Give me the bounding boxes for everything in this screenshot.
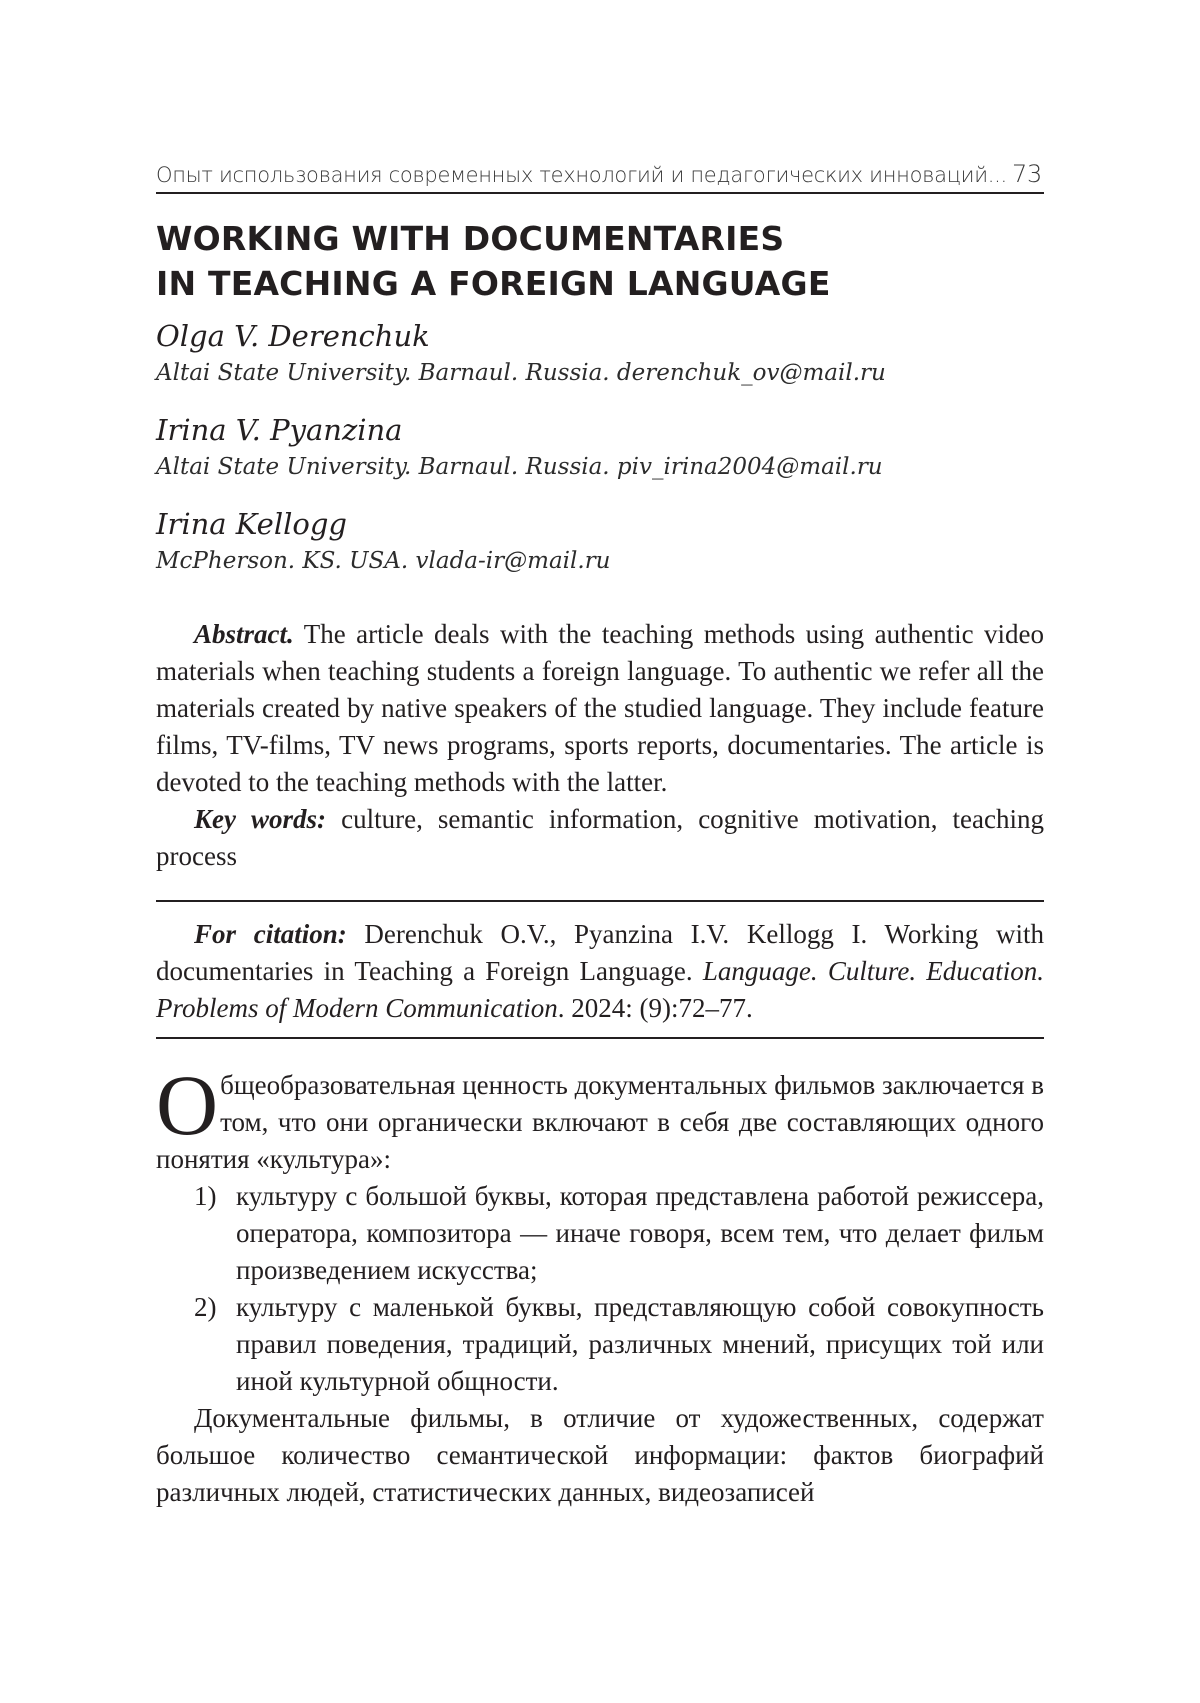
author-affiliation: Altai State University. Barnaul. Russia. piv_irina2004@mail.ru xyxy=(156,454,883,480)
list-item xyxy=(156,1289,1044,1400)
citation-label: For citation: xyxy=(194,919,347,949)
citation-paragraph xyxy=(156,916,1044,1027)
journal-page xyxy=(156,160,1044,1511)
citation-bottom-rule xyxy=(156,1037,1044,1039)
drop-cap: О xyxy=(156,1057,219,1153)
running-head xyxy=(156,160,1044,194)
abstract-label: Abstract. xyxy=(194,619,294,649)
intro-paragraph xyxy=(156,1057,1044,1178)
author-block xyxy=(156,316,1044,578)
article-title xyxy=(156,216,1044,306)
author-name: Irina Kellogg xyxy=(156,507,347,541)
running-head-text: Опыт использования современных технологий и педагогических инноваций... xyxy=(156,163,1007,187)
citation-section xyxy=(156,902,1044,1037)
author-affiliation: Altai State University. Barnaul. Russia. derenchuk_ov@mail.ru xyxy=(156,360,886,386)
keywords-paragraph xyxy=(156,801,1044,875)
author-name: Irina V. Pyanzina xyxy=(156,413,403,447)
article-title-line-1: WORKING WITH DOCUMENTARIES xyxy=(156,219,785,258)
abstract-text: The article deals with the teaching methods using authentic video materials when teaching students a foreign language. To authentic we refer all the materials created by native speakers of the studied language. They include feature films, TV-films, TV news programs, sports reports, documentaries. The article is devoted to the teaching methods with the latter. xyxy=(156,619,1045,797)
keywords-text: culture, semantic information, cognitive motivation, teaching process xyxy=(156,804,1044,871)
list-item-text: культуру с маленькой буквы, представляющую собой совокупность правил поведения, традиций, различных мнений, присущих той или иной культурной общности. xyxy=(236,1292,1044,1396)
citation-authors: Derenchuk O.V., Pyanzina I.V. Kellogg I. Working with documentaries in Teaching a Foreign Language. xyxy=(156,919,1045,986)
body-paragraph: Документальные фильмы, в отличие от художественных, содержат большое количество семантической информации: фактов биографий различных людей, статистических данных, видеозаписей xyxy=(156,1403,1044,1507)
list-item-text: культуру с большой буквы, которая представлена работой режиссера, оператора, композитора — иначе говоря, всем тем, что делает фильм произведением искусства; xyxy=(236,1181,1044,1285)
intro-text: бщеобразовательная ценность документальных фильмов заключается в том, что они органически включают в себя две составляющих одного понятия «культура»: xyxy=(156,1070,1044,1174)
abstract-paragraph xyxy=(156,616,1044,801)
page-number: 73 xyxy=(1012,160,1042,188)
keywords-label: Key words: xyxy=(194,804,327,834)
abstract-section xyxy=(156,616,1044,875)
list-item xyxy=(156,1178,1044,1289)
article-title-line-2: IN TEACHING A FOREIGN LANGUAGE xyxy=(156,264,831,303)
citation-journal: Language. Culture. Education. Problems of Modern Communication xyxy=(156,956,1044,1023)
list-item-number: 1) xyxy=(194,1181,217,1211)
culture-list xyxy=(156,1178,1044,1400)
list-item-number: 2) xyxy=(194,1292,217,1322)
article-body xyxy=(156,1057,1044,1511)
citation-details: . 2024: (9):72–77. xyxy=(557,993,753,1023)
author-name: Olga V. Derenchuk xyxy=(156,319,430,353)
author-affiliation: McPherson. KS. USA. vlada-ir@mail.ru xyxy=(156,548,611,574)
